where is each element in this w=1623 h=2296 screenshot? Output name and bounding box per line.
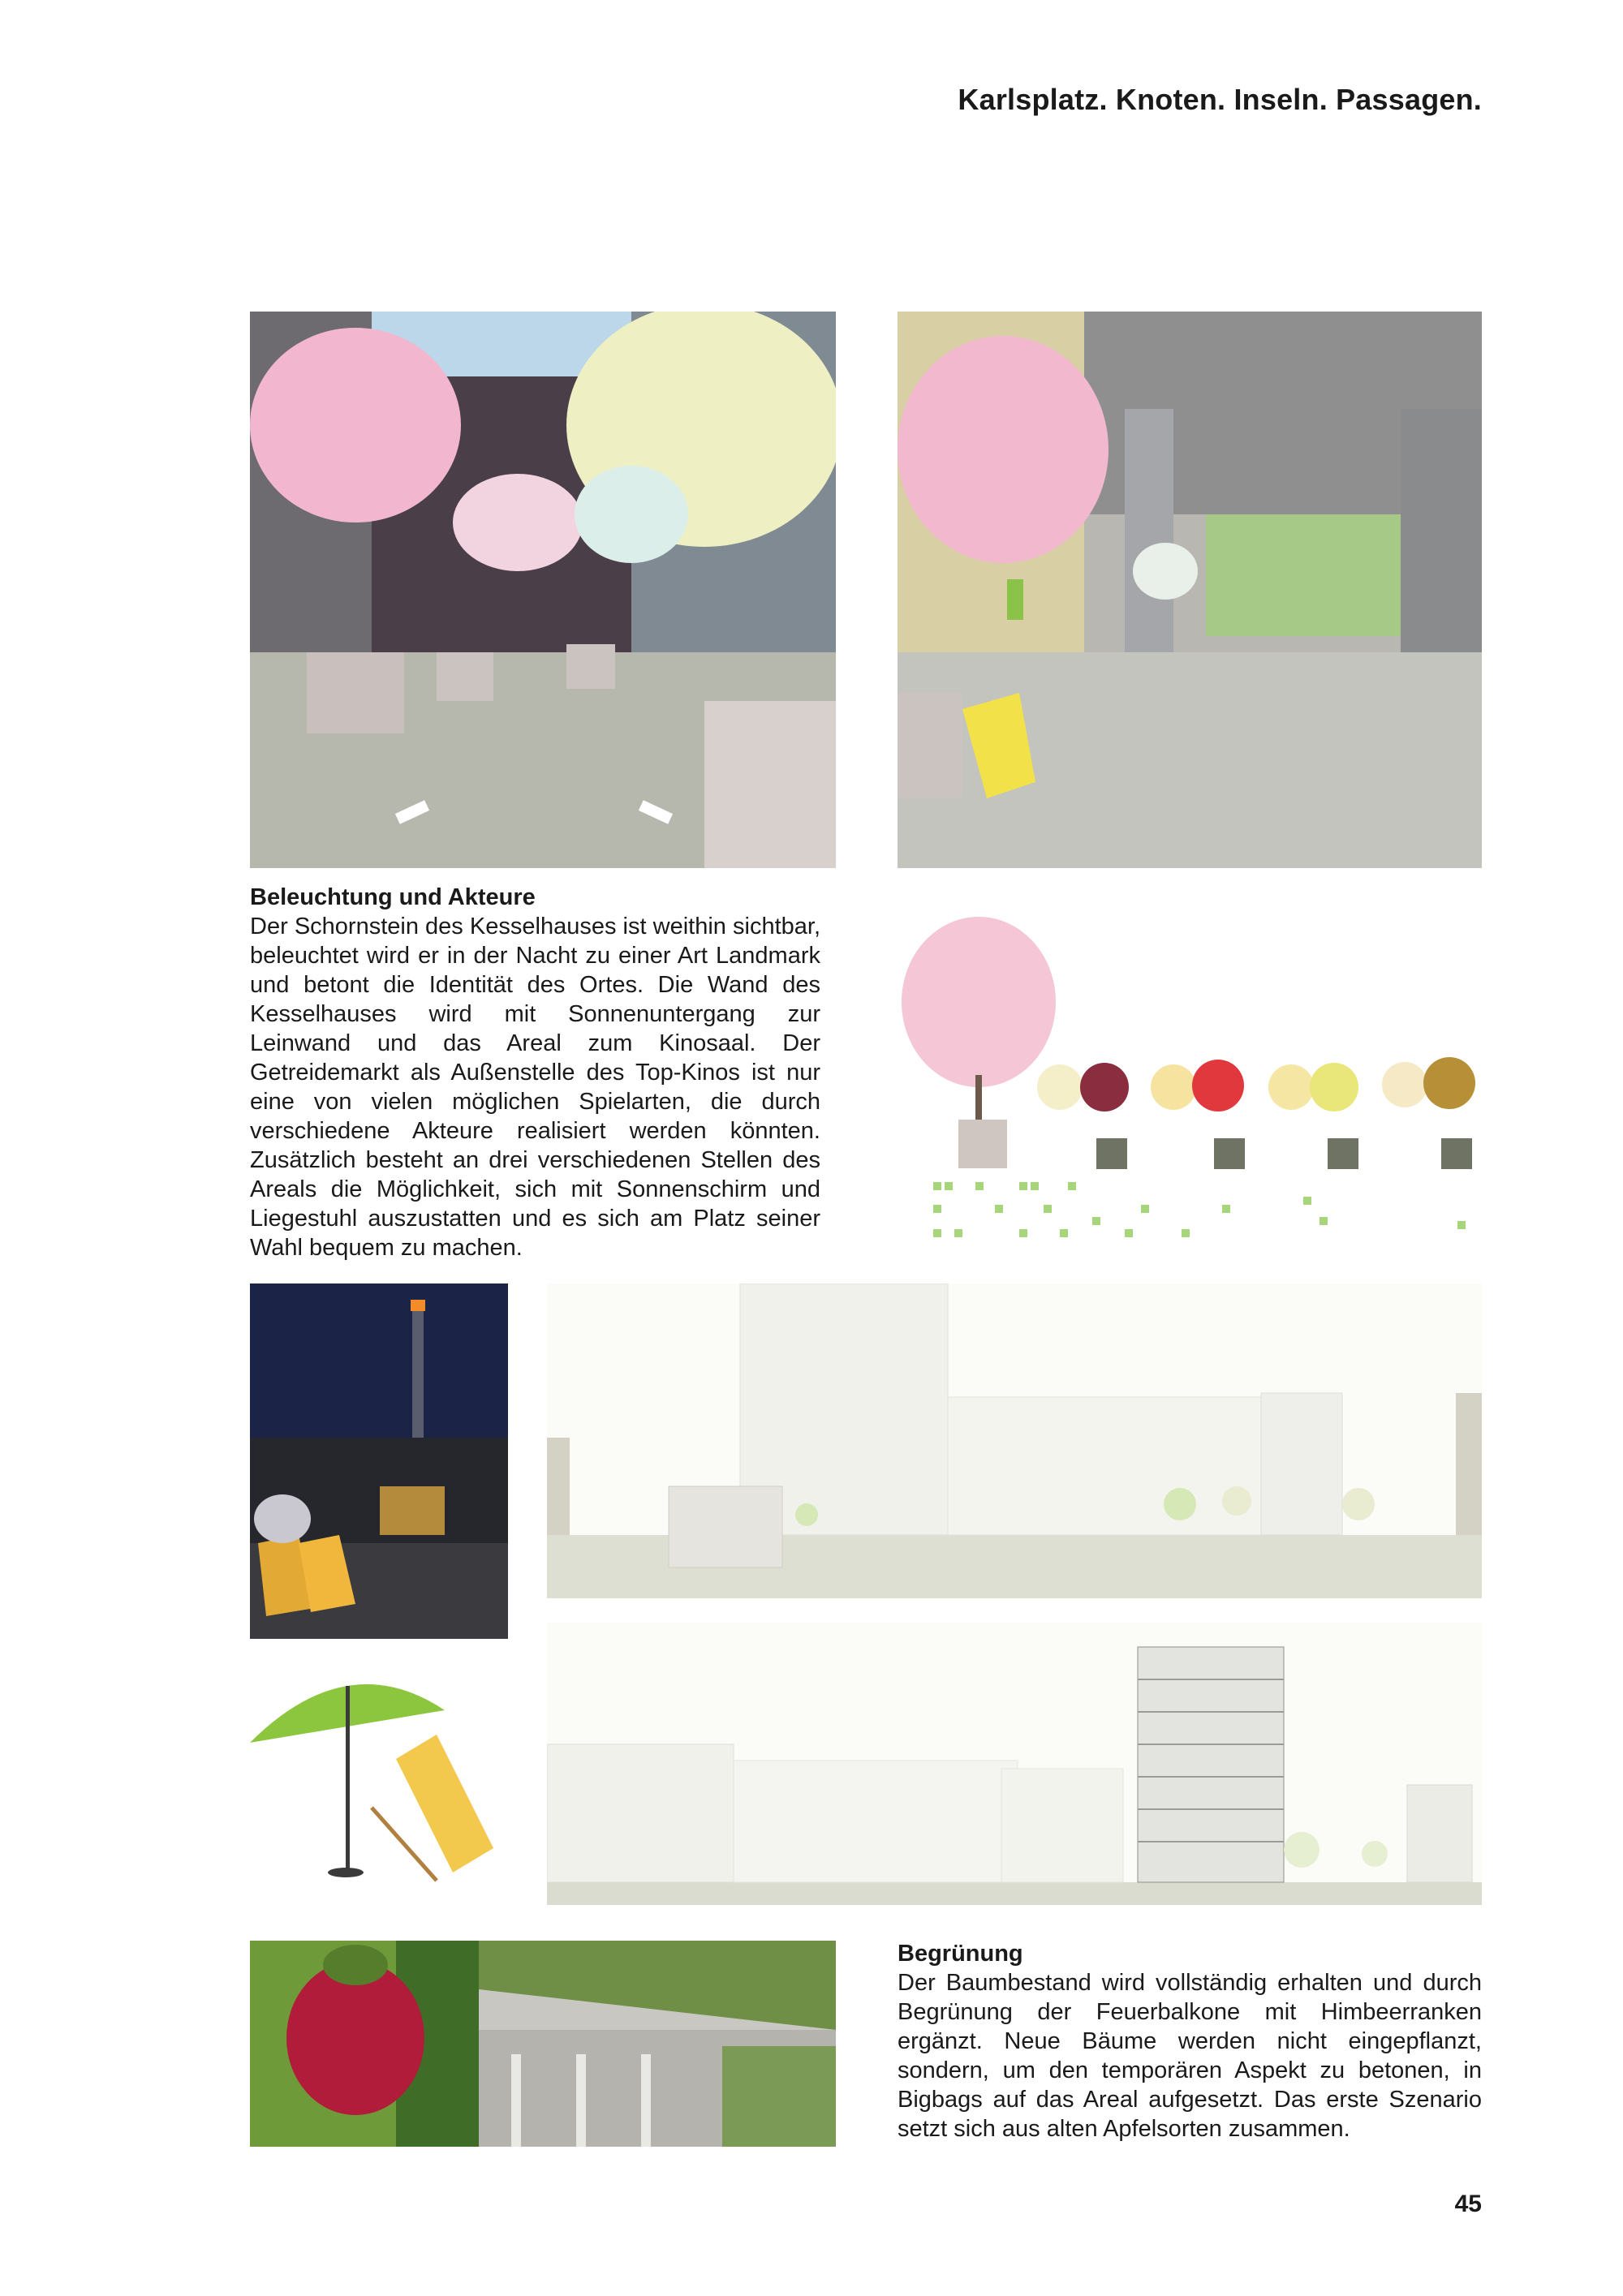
section-greening <box>898 1939 1482 2143</box>
photo-courtyard-trees <box>250 312 836 868</box>
section-body: Der Baumbestand wird vollständig erhalten und durch Begrünung der Feuerbalkone mit Himbeerranken ergänzt. Neue Bäume werden nicht eingepflanzt, sondern, um den temporären Aspekt zu betonen, in Bigbags auf das Areal aufgesetzt. Das erste Szenario setzt sich aus alten Apfelsorten zusammen. <box>898 1970 1482 2142</box>
drawing-elevation-1 <box>547 1283 1482 1598</box>
page-title: Karlsplatz. Knoten. Inseln. Passagen. <box>958 83 1482 116</box>
photo-raspberry <box>250 1941 479 2147</box>
drawing-elevation-2 <box>547 1623 1482 1905</box>
photo-night-cinema <box>250 1283 508 1639</box>
page-number: 45 <box>1454 2191 1482 2217</box>
photo-umbrella-deckchair <box>250 1653 508 1897</box>
diagram-apple-varieties <box>898 913 1482 1253</box>
photo-arcade-deckchair <box>898 312 1482 868</box>
section-lighting <box>250 883 820 1262</box>
section-body: Der Schornstein des Kesselhauses ist weithin sichtbar, beleuchtet wird er in der Nacht zu einer Art Landmark und betont die Identität des Ortes. Die Wand des Kesselhauses wird mit Sonnenuntergang zur Leinwand und das Areal zum Kinosaal. Der Getreidemarkt als Außenstelle des Top-Kinos ist nur eine von vielen möglichen Spielarten, die durch verschiedene Akteure realisiert werden könnten. Zusätzlich besteht an drei verschiedenen Stellen des Areals die Möglichkeit, sich mit Sonnenschirm und Liegestuhl auszustatten und es sich am Platz seiner Wahl bequem zu machen. <box>250 914 820 1261</box>
section-heading: Beleuchtung und Akteure <box>250 884 536 910</box>
section-heading: Begrünung <box>898 1941 1023 1967</box>
photo-green-balconies <box>479 1941 836 2147</box>
